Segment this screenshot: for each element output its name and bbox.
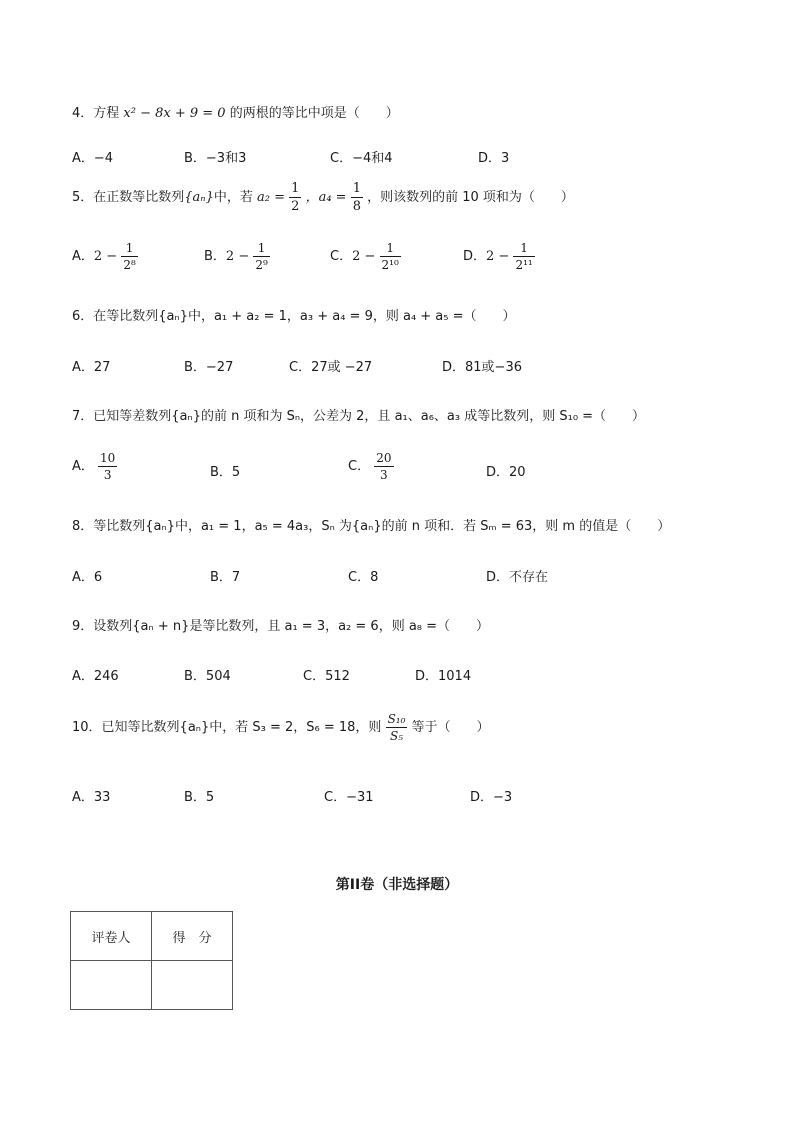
question-6-option-b: B．−27	[184, 360, 234, 375]
question-5-stem	[72, 182, 574, 213]
fraction-denominator: 8	[352, 199, 361, 214]
question-6-stem: 6．在等比数列{aₙ}中，a₁ + a₂ = 1，a₃ + a₄ = 9，则 a₄ + a₅ =（ ）	[72, 309, 516, 324]
option-fraction	[121, 242, 137, 271]
question-4-option-b: B．−3和3	[184, 151, 247, 166]
question-10-option-b: B．5	[184, 790, 215, 805]
option-lead: 2 −	[225, 249, 250, 264]
fraction-denominator: S₅	[389, 729, 403, 743]
question-4-stem	[72, 102, 399, 121]
option-lead: 2 −	[93, 249, 118, 264]
option-lead: 2 −	[486, 249, 510, 264]
question-5-a2: a₂ =	[257, 190, 285, 205]
option-letter: A．	[72, 459, 94, 474]
grader-cell[interactable]	[71, 961, 152, 1010]
fraction-denominator: 3	[103, 468, 112, 482]
option-letter: B．	[204, 249, 226, 264]
grader-header: 评卷人	[71, 912, 152, 961]
question-10-prefix: 10．已知等比数列{aₙ}中，若 S₃ = 2，S₆ = 18，则	[72, 720, 382, 735]
fraction-denominator: 2⁸	[123, 258, 136, 272]
option-fraction	[380, 242, 401, 271]
question-5-a2-fraction	[289, 182, 301, 213]
question-10-suffix: 等于（ ）	[411, 720, 490, 735]
fraction-numerator: 1	[121, 242, 137, 257]
fraction-numerator: 10	[100, 451, 116, 465]
question-6-option-c: C．27或 −27	[289, 360, 373, 375]
fraction-denominator: 2	[291, 199, 300, 214]
question-8-option-b: B．7	[210, 570, 241, 585]
question-4-prefix: 4．方程	[72, 106, 120, 121]
question-8-option-d: D．不存在	[486, 570, 549, 585]
fraction-denominator: 2¹¹	[515, 258, 533, 272]
fraction-numerator: S₁₀	[387, 712, 406, 726]
question-7-option-c	[348, 452, 394, 481]
question-5-option-b	[204, 242, 270, 271]
fraction-numerator: 1	[291, 181, 300, 196]
question-4-option-a: A．−4	[72, 151, 114, 166]
question-5-prefix: 5．在正数等比数列	[72, 190, 185, 205]
question-6-option-a: A．27	[72, 360, 111, 375]
option-fraction	[98, 452, 117, 481]
option-letter: C．	[348, 459, 371, 474]
fraction-numerator: 20	[376, 451, 392, 465]
fraction-denominator: 2¹⁰	[381, 258, 399, 272]
question-9-stem: 9．设数列{aₙ + n}是等比数列，且 a₁ = 3，a₂ = 6，则 a₈ =（ ）	[72, 619, 490, 634]
question-5-a4: ，a₄ =	[305, 190, 347, 205]
question-8-stem: 8．等比数列{aₙ}中，a₁ = 1，a₅ = 4a₃，Sₙ 为{aₙ}的前 n 项和．若 Sₘ = 63，则 m 的值是（ ）	[72, 519, 671, 534]
score-header: 得 分	[152, 912, 233, 961]
question-5-option-a	[72, 242, 138, 271]
option-fraction	[513, 242, 534, 271]
option-letter: C．	[330, 249, 353, 264]
question-9-option-c: C．512	[303, 669, 350, 684]
question-5-seq: {aₙ}	[184, 190, 214, 205]
option-fraction	[253, 242, 269, 271]
option-letter: D．	[463, 249, 487, 264]
question-8-option-a: A．6	[72, 570, 103, 585]
option-lead: 2 −	[352, 249, 376, 264]
question-8-option-c: C．8	[348, 570, 379, 585]
section-title: 第II卷（非选择题）	[335, 877, 459, 893]
question-7-stem: 7．已知等差数列{aₙ}的前 n 项和为 Sₙ，公差为 2，且 a₁、a₆、a₃ 成等比数列，则 S₁₀ =（ ）	[72, 409, 646, 424]
option-fraction	[374, 452, 393, 481]
fraction-denominator: 3	[380, 468, 388, 482]
score-cell[interactable]	[152, 961, 233, 1010]
question-10-option-c: C．−31	[324, 790, 374, 805]
question-9-option-a: A．246	[72, 669, 119, 684]
question-10-ratio	[386, 713, 408, 742]
fraction-numerator: 1	[513, 242, 534, 257]
question-5-option-d	[463, 242, 535, 271]
question-10-stem	[72, 713, 490, 742]
question-7-option-a	[72, 452, 117, 481]
question-6-option-d: D．81或−36	[442, 360, 522, 375]
question-4-equation: x² − 8x + 9 = 0	[123, 106, 226, 121]
question-4-suffix: 的两根的等比中项是（ ）	[229, 106, 399, 121]
option-letter: A．	[72, 249, 94, 264]
question-9-option-d: D．1014	[415, 669, 472, 684]
fraction-numerator: 1	[380, 242, 401, 257]
question-5-a4-fraction	[351, 182, 363, 213]
fraction-numerator: 1	[253, 242, 269, 257]
fraction-denominator: 2⁹	[255, 258, 268, 272]
question-5-mid: 中，若	[213, 190, 253, 205]
question-4-option-d: D．3	[478, 151, 510, 166]
question-4-option-c: C．−4和4	[330, 151, 393, 166]
question-7-option-b: B．5	[210, 465, 241, 480]
fraction-numerator: 1	[352, 181, 361, 196]
question-10-option-a: A．33	[72, 790, 111, 805]
question-10-option-d: D．−3	[470, 790, 513, 805]
question-9-option-b: B．504	[184, 669, 231, 684]
question-5-option-c	[330, 242, 401, 271]
score-table	[70, 911, 233, 1010]
question-7-option-d: D．20	[486, 465, 526, 480]
question-5-suffix: ，则该数列的前 10 项和为（ ）	[367, 190, 574, 205]
